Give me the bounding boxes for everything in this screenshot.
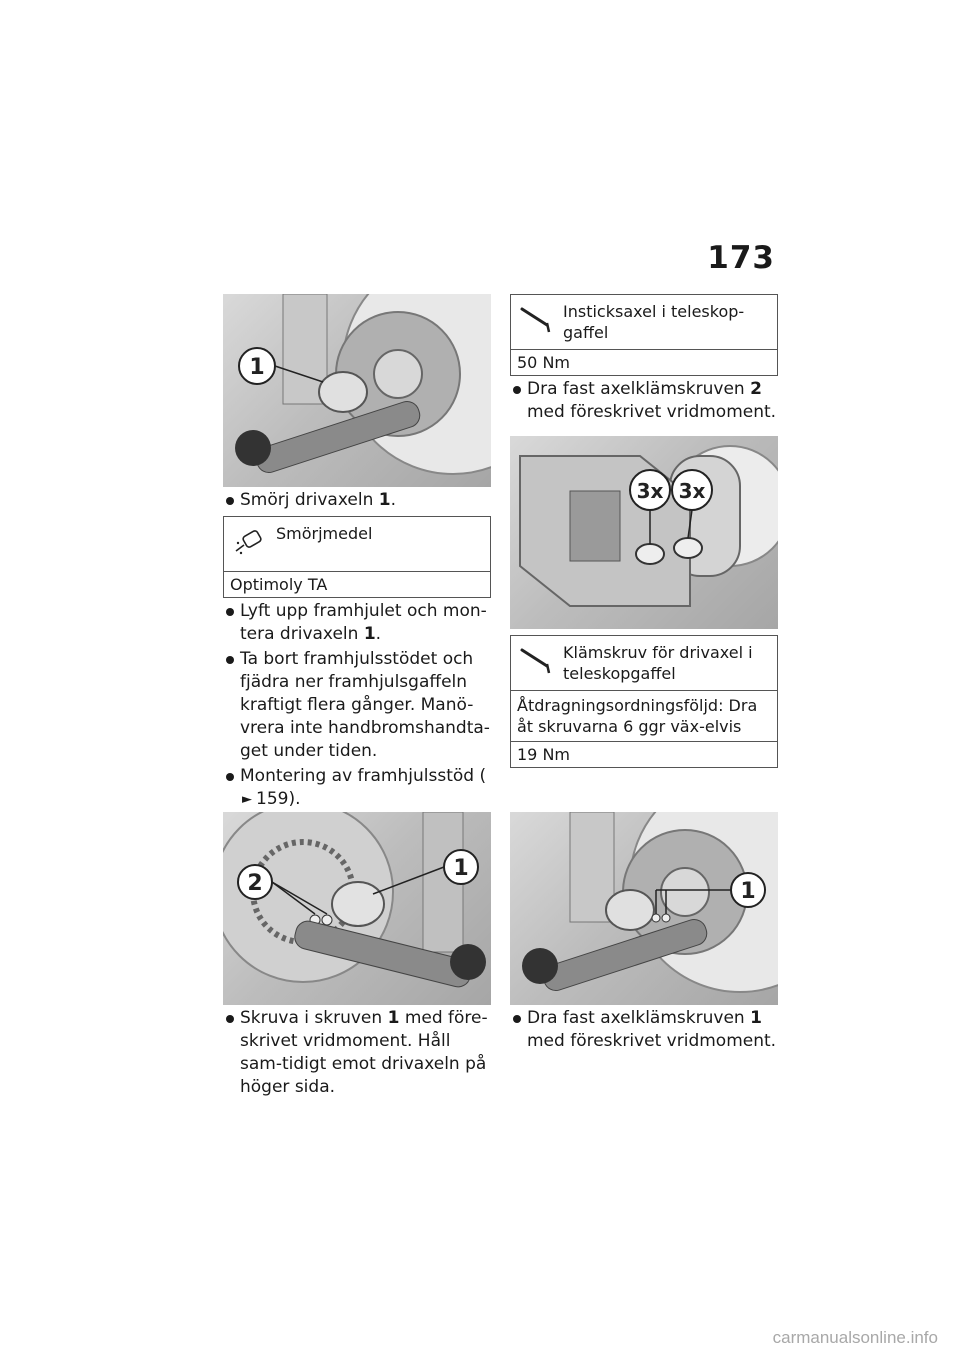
bullet-mount-axle: Lyft upp framhjulet och mon-tera drivaxeln 1. — [223, 600, 491, 646]
callout-2: 2 — [247, 871, 263, 896]
page-reference-arrow-icon: ► — [242, 792, 252, 807]
callout-1: 1 — [249, 355, 265, 380]
callout-3x-left: 3x — [636, 479, 664, 503]
watermark: carmanualsonline.info — [772, 1328, 938, 1347]
spec-value: 50 Nm — [511, 349, 777, 375]
bullet-tighten-clamp-1: Dra fast axelklämskruven 1 med föreskrivet vridmoment. — [510, 1007, 778, 1053]
figure-clamp-screw-1 — [510, 812, 778, 1005]
spec-box-axle-torque — [510, 294, 778, 376]
figure-4-illustration — [510, 812, 778, 1005]
page-number: 173 — [707, 240, 775, 276]
bullet-remove-stand: Ta bort framhjulsstödet och fjädra ner framhjulsgaffeln kraftigt flera gånger. Manö-vrera inte handbromshandta-get under tiden. — [223, 648, 491, 763]
bullet-lubricate-axle: Smörj drivaxeln 1. — [223, 489, 491, 512]
figure-tighten-screw — [223, 812, 491, 1005]
torque-wrench-icon — [519, 305, 555, 333]
spec-note: Åtdragningsordningsföljd: Dra åt skruvarna 6 ggr väx-elvis — [511, 690, 777, 741]
callout-3x-right: 3x — [678, 479, 706, 503]
figure-3-illustration — [223, 812, 491, 1005]
figure-1-illustration — [223, 294, 491, 487]
spec-box-clamp-torque — [510, 635, 778, 768]
page-reference[interactable]: 159 — [256, 789, 289, 809]
bullet-screw-in: Skruva i skruven 1 med före-skrivet vridmoment. Håll sam-tidigt emot drivaxeln på höger sida. — [223, 1007, 491, 1099]
right-column — [510, 294, 778, 768]
figure-drive-axle-lubricate — [223, 294, 491, 487]
figure-clamp-screws — [510, 436, 778, 629]
callout-1: 1 — [740, 879, 756, 904]
spec-value: 19 Nm — [511, 741, 777, 767]
torque-wrench-icon — [519, 646, 555, 674]
spec-title: Smörjmedel — [276, 524, 373, 543]
spec-title: Insticksaxel i teleskop-gaffel — [563, 302, 745, 342]
grease-tube-icon — [232, 527, 268, 555]
spec-box-lubricant — [223, 516, 491, 598]
left-column-lower — [223, 812, 491, 1099]
spec-title: Klämskruv för drivaxel i teleskopgaffel — [563, 643, 753, 683]
bullet-mount-stand: Montering av framhjulsstöd (► 159). — [223, 765, 491, 811]
right-column-lower — [510, 812, 778, 1053]
bullet-tighten-clamp-2: Dra fast axelklämskruven 2 med föreskrivet vridmoment. — [510, 378, 778, 424]
callout-1: 1 — [453, 856, 469, 881]
figure-2-illustration — [510, 436, 778, 629]
spec-value: Optimoly TA — [224, 571, 490, 597]
left-column — [223, 294, 491, 811]
